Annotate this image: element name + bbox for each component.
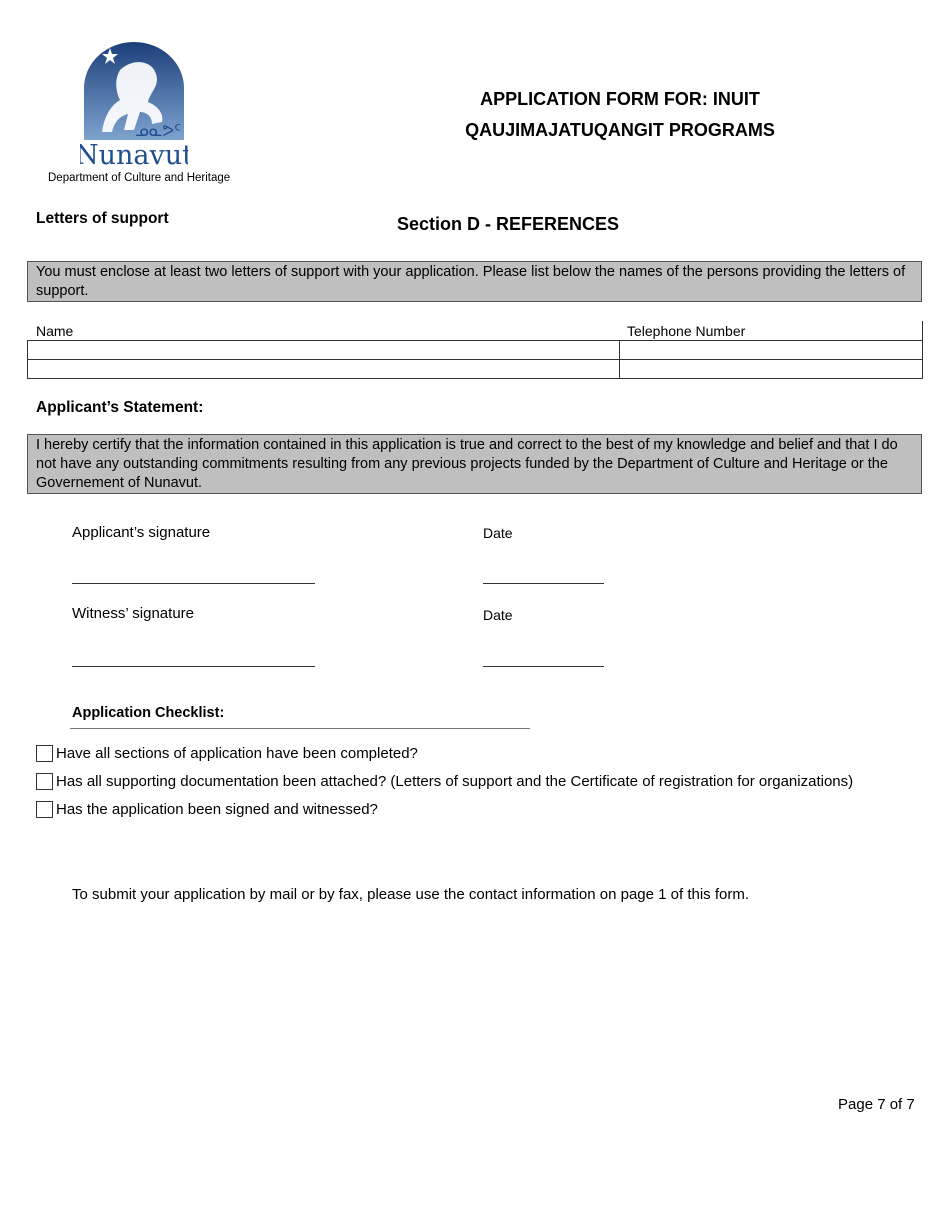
checklist-item xyxy=(36,745,418,762)
name-column-header: Name xyxy=(36,323,74,339)
checklist-checkbox-signed-witnessed[interactable] xyxy=(36,801,53,818)
page-number: Page 7 of 7 xyxy=(838,1096,915,1113)
reference-phone-field-1[interactable] xyxy=(620,341,922,359)
witness-date-label: Date xyxy=(483,607,513,623)
applicant-signature-label: Applicant’s signature xyxy=(72,524,211,541)
section-title: Section D - REFERENCES xyxy=(397,214,620,234)
svg-text:ᓄᓇᕗᑦ: ᓄᓇᕗᑦ xyxy=(135,121,181,140)
submission-note: To submit your application by mail or by fax, please use the contact information on page 1 of this form. xyxy=(72,886,750,903)
nunavut-logo xyxy=(80,40,188,168)
checklist-checkbox-documentation-attached[interactable] xyxy=(36,773,53,790)
checklist-divider xyxy=(70,728,530,729)
application-checklist-heading: Application Checklist: xyxy=(72,705,225,721)
applicant-date-label: Date xyxy=(483,525,513,541)
svg-text:Nunavut: Nunavut xyxy=(80,140,188,168)
checklist-item-label: Have all sections of application have been completed? xyxy=(56,745,418,762)
telephone-column-header: Telephone Number xyxy=(627,323,746,339)
applicant-statement-heading: Applicant’s Statement: xyxy=(36,399,204,416)
reference-name-field-1[interactable] xyxy=(28,341,618,359)
applicant-signature-line[interactable] xyxy=(72,583,315,584)
polar-bear-icon xyxy=(80,40,188,168)
checklist-item-label: Has the application been signed and witnessed? xyxy=(56,801,378,818)
witness-date-line[interactable] xyxy=(483,666,604,667)
witness-signature-line[interactable] xyxy=(72,666,315,667)
witness-signature-label: Witness’ signature xyxy=(72,605,194,622)
checklist-checkbox-sections-completed[interactable] xyxy=(36,745,53,762)
applicant-statement-text: I hereby certify that the information contained in this application is true and correct to the best of my knowledge and belief and that I do not have any outstanding commitments resulting from any previous projects funded by the Department of Culture and Heritage or the Governement of Nunavut. xyxy=(27,434,922,494)
letters-of-support-heading: Letters of support xyxy=(36,210,169,227)
form-title xyxy=(420,84,820,146)
reference-phone-field-2[interactable] xyxy=(620,360,922,378)
form-title-line-1: APPLICATION FORM FOR: INUIT xyxy=(480,89,760,109)
form-title-line-2: QAUJIMAJATUQANGIT PROGRAMS xyxy=(465,120,775,140)
checklist-item xyxy=(36,801,378,818)
letters-instructions: You must enclose at least two letters of support with your application. Please list below the names of the persons providing the letters of support. xyxy=(27,261,922,302)
reference-name-field-2[interactable] xyxy=(28,360,618,378)
table-corner-line xyxy=(922,321,923,341)
department-name: Department of Culture and Heritage xyxy=(48,172,231,184)
checklist-item-label: Has all supporting documentation been attached? (Letters of support and the Certificate of registration for organizations) xyxy=(56,773,854,790)
applicant-date-line[interactable] xyxy=(483,583,604,584)
checklist-item xyxy=(36,773,853,790)
references-table xyxy=(27,340,923,379)
